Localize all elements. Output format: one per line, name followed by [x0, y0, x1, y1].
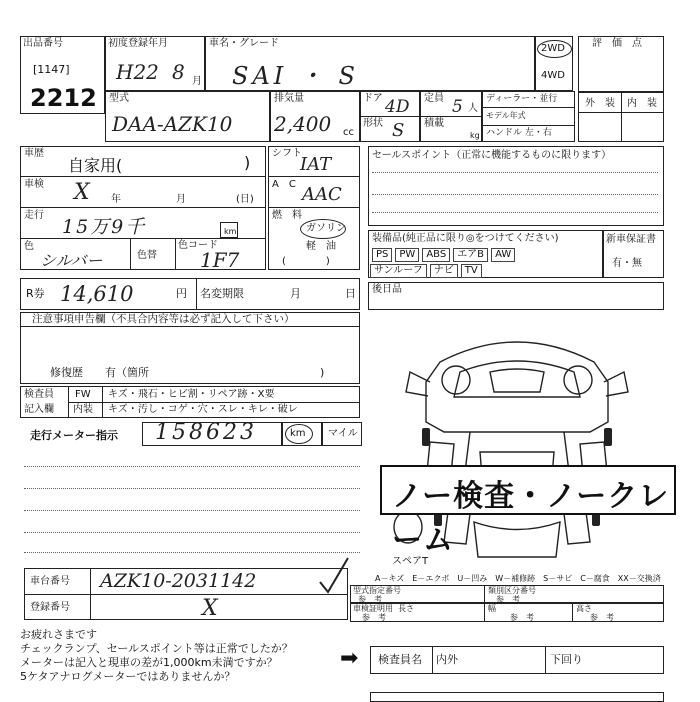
displacement-value: 2,400: [274, 112, 332, 136]
recycle-label: R券: [26, 287, 45, 300]
fw-label: FW: [75, 389, 91, 400]
color-code: 1F7: [200, 248, 240, 272]
footer-line1: お疲れさまです: [20, 628, 97, 641]
history-value: 自家用(: [68, 156, 123, 175]
damage-legend: A－キズ E－エクボ U－凹み W－補修跡 S－サビ C－腐食 XX－交換済: [375, 574, 661, 583]
displacement-label: 排気量: [274, 93, 304, 104]
car-name-value: SAI ・ S: [232, 62, 359, 90]
fw-text: キズ・飛石・ヒビ割・リペア跡・X要: [108, 389, 275, 400]
odometer-value: 158623: [155, 420, 257, 445]
drive-2wd: 2WD: [541, 43, 565, 54]
spec-length: 長さ: [398, 604, 414, 613]
registration-label: 登録番号: [30, 602, 70, 613]
inner-text: キズ・汚し・コゲ・穴・スレ・キレ・破レ: [108, 404, 298, 415]
doors-label: ドア: [363, 93, 383, 104]
color-change-label: 色替: [137, 250, 157, 261]
equip-sunroof: サンルーフ: [370, 264, 427, 278]
equip-ps: PS: [372, 248, 392, 262]
rear-box: [368, 282, 664, 310]
chassis-label: 車台番号: [30, 576, 70, 587]
handle-label: ハンドル 左・右: [486, 128, 552, 138]
first-reg-month: 8: [172, 60, 185, 84]
spec-type-no: 型式指定番号: [353, 586, 401, 595]
bottom-label: 下回り: [550, 653, 583, 666]
spec-width: 幅: [488, 604, 496, 613]
month-unit: 月: [192, 76, 202, 87]
name-change-label: 名変期限: [200, 287, 244, 300]
shape-value: S: [392, 120, 405, 141]
ac-value: AAC: [302, 184, 342, 205]
new-car-cert-label: 新車保証書: [606, 234, 656, 245]
rating-label: 評 価 点: [592, 38, 642, 49]
equip-pw: PW: [395, 248, 419, 262]
bottom-box: [370, 692, 664, 702]
equip-navi: ナビ: [430, 264, 458, 278]
cc-unit: cc: [343, 127, 354, 138]
drive-4wd: 4WD: [541, 70, 565, 81]
equip-airbag: エアB: [453, 248, 488, 262]
repair-close: ): [320, 366, 325, 379]
footer-line3: メーターは記入と現車の差が1,000km未満ですか？: [20, 656, 278, 669]
interior-label: 内 装: [627, 98, 657, 109]
dealer-label: ディーラー・並行: [486, 94, 558, 104]
model-value: DAA-AZK10: [112, 112, 233, 136]
arrow-icon: ➡: [340, 646, 359, 671]
spec-ref2: 参 考: [496, 595, 520, 604]
rear-label: 後日品: [372, 284, 402, 295]
fuel-label: 燃 料: [272, 210, 302, 221]
equipment-row1: [372, 248, 518, 262]
insp-notes-label1: 検査員: [24, 389, 54, 400]
capacity-unit: 人: [468, 103, 478, 114]
load-unit: kg: [470, 131, 480, 140]
odometer-km: km: [290, 428, 306, 439]
fuel-diesel: 軽 油: [306, 241, 336, 252]
spec-height: 高さ: [576, 604, 592, 613]
name-change-day: 日: [345, 287, 356, 300]
spec-ref5: 参 考: [590, 613, 614, 622]
shift-value: IAT: [300, 154, 332, 175]
fuel-gas: ガソリン: [306, 223, 346, 234]
lot-bracket: [1147]: [33, 63, 70, 76]
odometer-label: 走行メーター指示: [30, 429, 118, 442]
registration-value: X: [202, 596, 218, 621]
equip-aw: AW: [491, 248, 515, 262]
spec-ref1: 参 考: [358, 595, 382, 604]
doors-value: 4D: [385, 97, 410, 117]
car-name-label: 車名・グレード: [209, 38, 279, 49]
chassis-value: AZK10-2031142: [100, 570, 257, 592]
capacity-value: 5: [452, 97, 463, 117]
repair-label: 修復歴 有（箇所: [50, 366, 149, 379]
exterior-label: 外 装: [585, 98, 615, 109]
spec-ref4: 参 考: [510, 613, 534, 622]
history-close: ): [244, 153, 251, 172]
recycle-unit: 円: [176, 287, 187, 300]
inside-label: 内外: [436, 653, 458, 666]
lot-label: 出品番号: [23, 38, 63, 49]
insp-notes-label2: 記入欄: [24, 404, 54, 415]
recycle-value: 14,610: [60, 282, 134, 306]
mileage-unit: km: [224, 227, 237, 236]
footer-line2: チェックランプ、セールスポイント等は正常でしたか？: [20, 642, 293, 655]
shift-label: シフト: [272, 148, 302, 159]
first-reg-label: 初度登録年月: [108, 38, 168, 49]
load-label: 積載: [424, 118, 444, 129]
inspector-label: 検査員名: [378, 653, 422, 666]
shape-label: 形状: [363, 118, 383, 129]
inner-label: 内装: [73, 404, 93, 415]
equipment-label: 装備品(純正品に限り◎をつけてください): [372, 233, 559, 244]
color-code-label: 色コード: [178, 240, 218, 251]
odometer-mile: マイル: [328, 428, 358, 439]
check-mark: [318, 556, 352, 596]
history-label: 車歴: [24, 148, 44, 159]
color-label: 色: [24, 241, 34, 252]
first-reg-era: H22: [116, 60, 159, 84]
stamp-text: ノー検査・ノークレーム: [392, 479, 670, 558]
footer-line4: 5ケタアナログメーターではありませんか？: [20, 670, 236, 683]
spec-ref3: 参 考: [362, 613, 386, 622]
model-label: 型式: [109, 93, 129, 104]
insp-month: 月: [176, 194, 186, 205]
spec-cert: 車検証明用: [353, 604, 393, 613]
equip-abs: ABS: [422, 248, 450, 262]
inspection-label: 車検: [24, 179, 44, 190]
fuel-paren: ( ): [282, 256, 330, 267]
insp-year: 年: [111, 194, 121, 205]
capacity-label: 定員: [424, 93, 444, 104]
equip-tv: TV: [461, 264, 482, 278]
model-year-label: モデル年式: [486, 111, 526, 120]
equipment-row2: [370, 264, 485, 278]
new-car-cert-value: 有・無: [612, 258, 642, 269]
lot-number: 2212: [30, 84, 97, 112]
sales-point-label: セールスポイント（正常に機能するものに限ります）: [372, 150, 612, 161]
name-change-month: 月: [290, 287, 301, 300]
insp-day: (日): [236, 194, 254, 205]
color-value: シルバー: [40, 251, 103, 270]
inspection-value: X: [74, 180, 90, 205]
spec-class-no: 類別区分番号: [488, 586, 536, 595]
spare-label: スペアT: [392, 556, 429, 567]
mileage-label: 走行: [24, 210, 44, 221]
ac-label: A C: [272, 179, 296, 190]
mileage-value: 15万9千: [62, 216, 147, 238]
notes-label: 注意事項申告欄（不具合内容等は必ず記入して下さい）: [32, 313, 295, 325]
